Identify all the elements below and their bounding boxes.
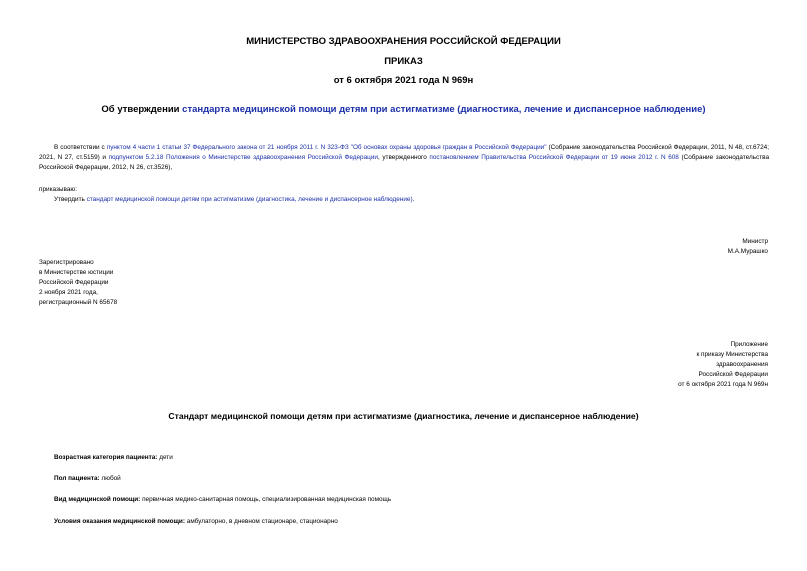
registration-line: Российской Федерации [39, 279, 109, 286]
field-value: любой [99, 475, 121, 482]
appendix-line: Российской Федерации [698, 371, 768, 378]
signature-position: Министр [742, 238, 768, 245]
registration-line: в Министерстве юстиции [39, 269, 114, 276]
standard-title: Стандарт медицинской помощи детям при астигматизме (диагностика, лечение и диспансерное наблюдение) [168, 411, 639, 421]
field-value: первичная медико-санитарная помощь, специализированная медицинская помощь [140, 496, 392, 503]
registration-line: 2 ноября 2021 года, [39, 289, 98, 296]
document-type: ПРИКАЗ [384, 56, 423, 67]
field-patient-sex [54, 474, 121, 484]
field-value: амбулаторно, в дневном стационаре, стационарно [184, 518, 338, 525]
signature-name: М.А.Мурашко [727, 248, 768, 255]
regulation-link[interactable]: подпунктом 5.2.18 Положения о Министерстве здравоохранения Российской Федерации [108, 154, 378, 161]
subject-link[interactable]: стандарта медицинской помощи детям при астигматизме (диагностика, лечение и диспансерное наблюдение) [182, 104, 706, 115]
document-subject [0, 104, 807, 115]
resolution-link[interactable]: постановлением Правительства Российской Федерации от 19 июня 2012 г. N 608 [429, 154, 679, 161]
preamble-text-4: (Собрание законодательства Российской Федерации, 2012, N 26, ст.3526), [39, 154, 770, 171]
order-text-1: Утвердить [54, 196, 87, 203]
appendix-line: здравоохранения [716, 361, 768, 368]
field-label: Возрастная категория пациента: [54, 454, 158, 461]
preamble-text-2: (Собрание законодательства Российской Федерации, 2011, N 48, ст.6724; 2021, N 27, ст.5159) и [39, 144, 769, 161]
order-text-2: . [412, 196, 415, 203]
preamble-text-1: В соответствии с [54, 144, 107, 151]
field-label: Условия оказания медицинской помощи: [54, 518, 185, 525]
law-link[interactable]: пунктом 4 части 1 статьи 37 Федерального закона от 21 ноября 2011 г. N 323-ФЗ "Об основах охраны здоровья граждан в Российской Федерации" [106, 144, 547, 151]
subject-prefix: Об утверждении [101, 104, 183, 115]
appendix-block [560, 340, 768, 390]
field-label: Вид медицинской помощи: [54, 496, 141, 503]
field-label: Пол пациента: [54, 475, 100, 482]
appendix-line: к приказу Министерства [696, 351, 768, 358]
field-value: дети [157, 454, 173, 461]
preamble-text-3: , утвержденного [377, 154, 430, 161]
registration-line: регистрационный N 65678 [39, 299, 118, 306]
appendix-line: от 6 октября 2021 года N 969н [678, 381, 768, 388]
registration-line: Зарегистрировано [39, 259, 94, 266]
order-paragraph [54, 195, 774, 205]
standard-link[interactable]: стандарт медицинской помощи детям при астигматизме (диагностика, лечение и диспансерное наблюдение) [86, 196, 413, 203]
field-care-conditions [54, 517, 338, 527]
appendix-line: Приложение [730, 341, 768, 348]
document-date-number: от 6 октября 2021 года N 969н [333, 75, 474, 86]
signature-block [560, 237, 768, 257]
registration-block [39, 258, 117, 308]
field-age-category [54, 453, 173, 463]
field-care-type [54, 495, 391, 505]
preamble-paragraph [39, 143, 769, 173]
order-word: приказываю: [39, 186, 77, 193]
ministry-heading: МИНИСТЕРСТВО ЗДРАВООХРАНЕНИЯ РОССИЙСКОЙ ФЕДЕРАЦИИ [246, 36, 561, 47]
